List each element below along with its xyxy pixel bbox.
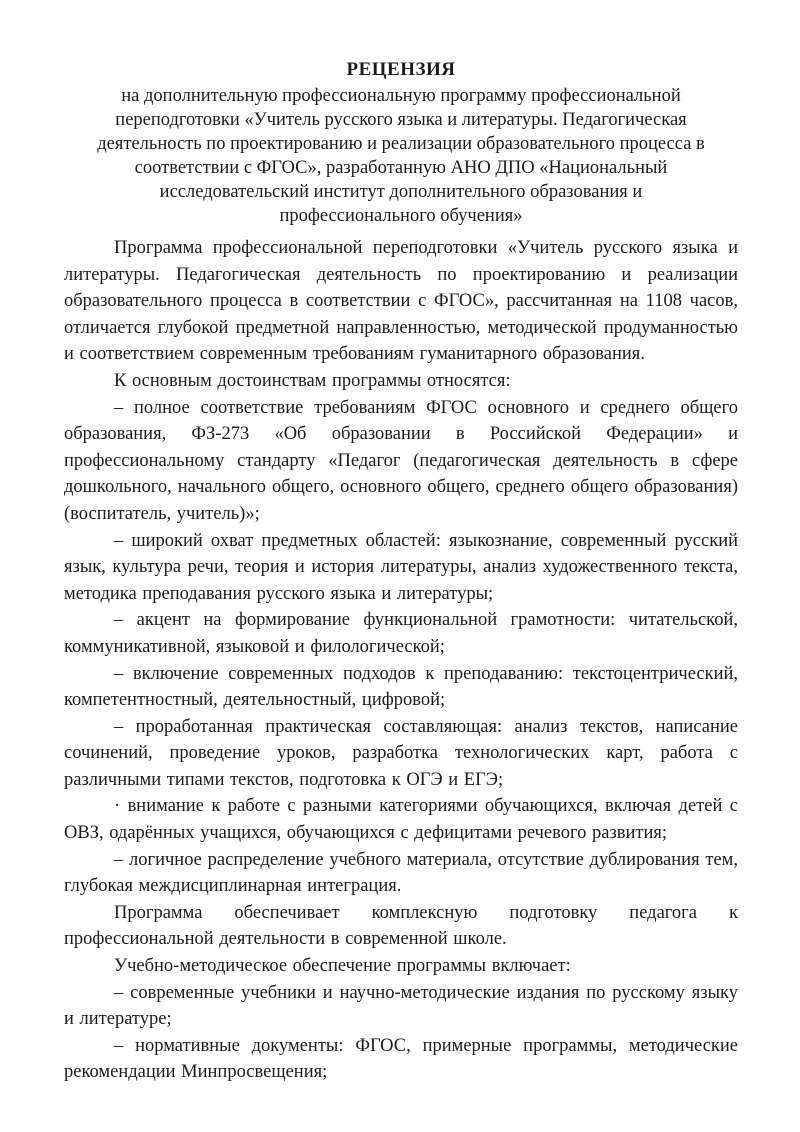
bullet-item: – акцент на формирование функциональной грамотности: читательской, коммуникативной, языковой и филологической; xyxy=(64,610,738,657)
subtitle-line: деятельность по проектированию и реализации образовательного процесса в xyxy=(97,134,705,154)
body-paragraph: Программа профессиональной переподготовки «Учитель русского языка и литературы. Педагогическая деятельность по проектированию и реализации образовательного процесса в соответствии с ФГОС», рассчитанная на 1108 часов, отличается глубокой предметной направленностью, методической продуманностью и соответствием современным требованиям гуманитарного образования. xyxy=(64,238,738,365)
bullet-item: – проработанная практическая составляющая: анализ текстов, написание сочинений, проведение уроков, разработка технологических карт, работа с различными типами текстов, подготовка к ОГЭ и ЕГЭ; xyxy=(64,716,738,790)
body-paragraph: К основным достоинствам программы относятся: xyxy=(114,370,511,391)
body-paragraph: Программа обеспечивает комплексную подготовку педагога к профессиональной деятельности в современной школе. xyxy=(64,902,738,950)
subtitle-line: переподготовки «Учитель русского языка и литературы. Педагогическая xyxy=(115,110,687,130)
bullet-item: – широкий охват предметных областей: языкознание, современный русский язык, культура речи, теория и история литературы, анализ художественного текста, методика преподавания русского языка и литературы; xyxy=(64,530,738,604)
document-title: РЕЦЕНЗИЯ xyxy=(346,59,456,80)
subtitle-line: исследовательский институт дополнительного образования и xyxy=(159,182,643,202)
bullet-item: – полное соответствие требованиям ФГОС основного и среднего общего образования, ФЗ-273 «Об образовании в Российской Федерации» и профессиональному стандарту «Педагог (педагогическая деятельность в сфере дошкольного, начального общего, основного общего, среднего общего образования) (воспитатель, учитель)»; xyxy=(64,397,738,524)
subtitle-line: профессионального обучения» xyxy=(279,206,523,226)
bullet-item: – включение современных подходов к преподаванию: текстоцентрический, компетентностный, деятельностный, цифровой; xyxy=(64,663,738,711)
subtitle-line: соответствии с ФГОС», разработанную АНО ДПО «Национальный xyxy=(134,158,668,178)
subtitle-line: на дополнительную профессиональную программу профессиональной xyxy=(121,86,681,106)
body-paragraph: Учебно-методическое обеспечение программы включает: xyxy=(114,956,571,977)
bullet-item: – современные учебники и научно-методические издания по русскому языку и литературе; xyxy=(64,982,738,1030)
bullet-item: – нормативные документы: ФГОС, примерные программы, методические рекомендации Минпросвещения; xyxy=(64,1035,738,1083)
bullet-item: · внимание к работе с разными категориями обучающихся, включая детей с ОВЗ, одарённых учащихся, обучающихся с дефицитами речевого развития; xyxy=(64,796,738,844)
bullet-item: – логичное распределение учебного материала, отсутствие дублирования тем, глубокая междисциплинарная интеграция. xyxy=(64,849,738,897)
document-subtitle xyxy=(64,84,738,228)
document-body xyxy=(64,235,738,1086)
